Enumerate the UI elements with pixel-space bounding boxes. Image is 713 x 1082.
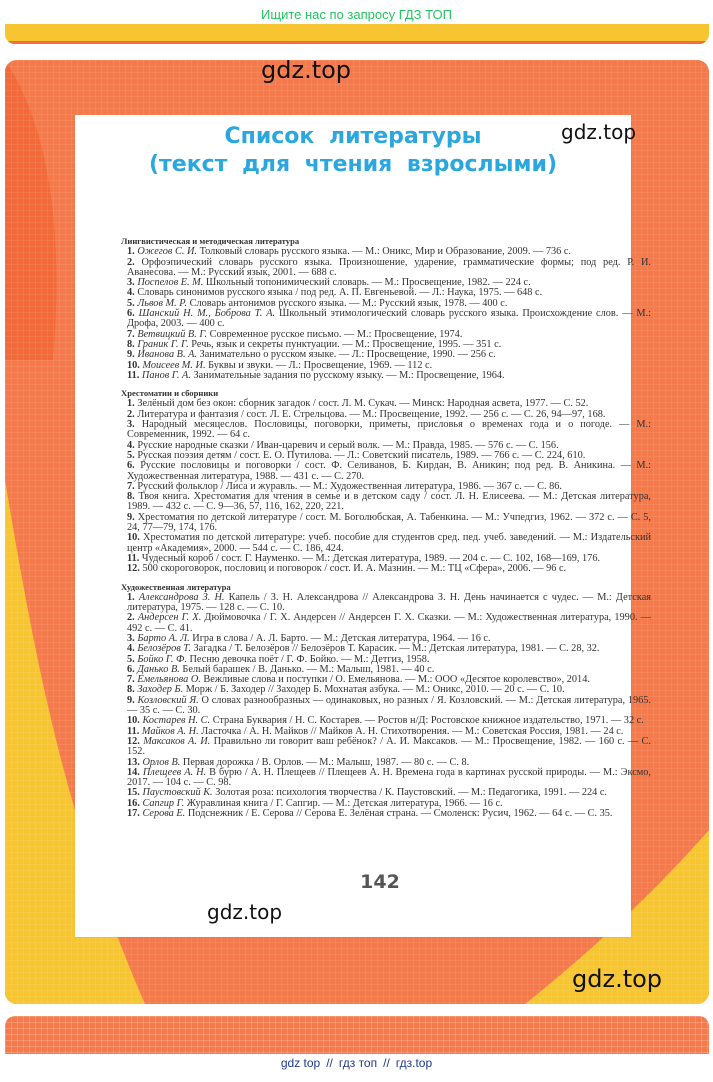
entry-text: Страна Буквария / Н. С. Костарев. — Ростов н/Д: Ростовское книжное издательство, 1971. — 32 с. bbox=[210, 715, 644, 727]
entry-text: Словарь антонимов русского языка. — М.: Русский язык, 1978. — 400 с. bbox=[187, 297, 508, 309]
bibliography-list bbox=[121, 236, 651, 819]
entry-number: 1. bbox=[127, 246, 135, 258]
title-line-1: Список литературы bbox=[224, 124, 482, 149]
entry-number: 2. bbox=[127, 408, 135, 420]
bibliography-entry bbox=[121, 593, 651, 614]
bibliography-entry bbox=[121, 513, 651, 534]
entry-author: Барто А. Л. bbox=[137, 632, 190, 644]
entry-text: Школьный этимологический словарь русского языка. Происхождение слов. — М.: Дрофа, 2003. — 400 с. bbox=[127, 308, 652, 330]
entry-number: 8. bbox=[127, 338, 135, 350]
bibliography-entry bbox=[121, 371, 651, 381]
entry-author: Львов М. Р. bbox=[137, 297, 188, 309]
entry-text: Русская поэзия детям / сост. Е. О. Путилова. — Л.: Советский писатель, 1989. — 766 с. — С. 224, 610. bbox=[137, 449, 586, 461]
entry-author: Емельянова О. bbox=[137, 674, 201, 686]
entry-text: Орфоэпический словарь русского языка. Произношение, ударение, грамматические формы; под ред. Р. И. Аванесова. — М.: Русский язык, 2001. — 688 с. bbox=[127, 256, 651, 278]
entry-text: Школьный топонимический словарь. — М.: Просвещение, 1982. — 224 с. bbox=[203, 277, 531, 289]
entry-number: 9. bbox=[127, 694, 135, 706]
entry-number: 6. bbox=[127, 308, 135, 320]
previous-page-strip bbox=[5, 24, 709, 44]
search-hint-text: Ищите нас по запросу ГДЗ ТОП bbox=[261, 7, 452, 22]
bibliography-entry bbox=[121, 309, 651, 330]
entry-number: 7. bbox=[127, 674, 135, 686]
entry-text: Золотая роза: психология творчества / К. Паустовский. — М.: Педагогика, 1991. — 224 с. bbox=[212, 787, 607, 799]
bibliography-entry bbox=[121, 533, 651, 554]
page-number: 142 bbox=[360, 871, 400, 893]
entry-text: Занимательные задания по русскому языку. — М.: Просвещение, 1964. bbox=[190, 369, 505, 381]
watermark: gdz.top bbox=[207, 900, 283, 924]
entry-text: Народный месяцеслов. Пословицы, поговорки, приметы, присловья о временах года и о погоде. — М.: Современник, 1992. — 64 с. bbox=[127, 419, 651, 441]
bibliography-entry bbox=[121, 258, 651, 279]
entry-number: 8. bbox=[127, 684, 135, 696]
entry-author: Александрова З. Н. bbox=[138, 591, 225, 603]
entry-author: Граник Г. Г. bbox=[137, 338, 189, 350]
entry-author: Максаков А. И. bbox=[143, 735, 211, 747]
entry-number: 10. bbox=[127, 359, 140, 371]
entry-author: Панов Г. А. bbox=[141, 369, 191, 381]
entry-author: Заходер Б. bbox=[137, 684, 184, 696]
entry-author: Паустовский К. bbox=[142, 787, 213, 799]
footer-links bbox=[0, 1056, 713, 1070]
entry-author: Ожегов С. И. bbox=[137, 246, 197, 258]
entry-number: 3. bbox=[127, 632, 135, 644]
entry-author: Козловский Я. bbox=[137, 694, 199, 706]
entry-number: 4. bbox=[127, 439, 135, 451]
entry-text: Ласточка / А. Н. Майков // Майков А. Н. Стихотворения. — М.: Советская Россия, 1981. — 24 с. bbox=[198, 725, 624, 737]
entry-number: 11. bbox=[127, 369, 140, 381]
entry-number: 2. bbox=[127, 256, 135, 268]
entry-author: Моисеев М. И. bbox=[142, 359, 206, 371]
entry-text: Чудесный короб / сост. Г. Науменко. — М.: Детская литература, 1989. — 204 с. — С. 102, 168—169, 176. bbox=[141, 552, 601, 564]
entry-number: 14. bbox=[127, 766, 140, 778]
entry-author: Плещеев А. Н. bbox=[142, 766, 207, 778]
next-page-strip bbox=[5, 1016, 709, 1054]
footer-link-gdz-top[interactable]: gdz top bbox=[280, 1056, 321, 1070]
entry-text: Толковый словарь русского языка. — М.: Оникс, Мир и Образование, 2009. — 736 с. bbox=[197, 246, 572, 258]
footer-link-gdz-dot-top[interactable]: гдз.top bbox=[395, 1056, 433, 1070]
entry-text: Капель / З. Н. Александрова // Александрова З. Н. День начинается с чудес. — М.: Детская литература, 1975. — 128 с. — С. 10. bbox=[127, 591, 651, 614]
entry-author: Андерсен Г. Х. bbox=[137, 612, 202, 624]
entry-number: 5. bbox=[127, 653, 135, 665]
bibliography-entry bbox=[121, 737, 651, 758]
entry-number: 17. bbox=[127, 808, 140, 820]
entry-number: 8. bbox=[127, 491, 135, 503]
entry-author: Белозёров Т. bbox=[137, 643, 191, 655]
bibliography-entry bbox=[121, 461, 651, 482]
entry-author: Костарев Н. С. bbox=[142, 715, 211, 727]
entry-text: Дюймовочка / Г. Х. Андерсен // Андерсен Г. Х. Сказки. — М.: Художественная литература, 1990. — 492 с. — С. 41. bbox=[127, 612, 651, 634]
bibliography-entry bbox=[121, 613, 651, 634]
entry-author: Поспелов Е. М. bbox=[137, 277, 204, 289]
footer-separator: // bbox=[326, 1056, 333, 1070]
entry-author: Бойко Г. Ф. bbox=[137, 653, 187, 665]
bibliography-sheet bbox=[75, 115, 652, 937]
entry-number: 9. bbox=[127, 349, 135, 361]
entry-number: 4. bbox=[127, 287, 135, 299]
entry-text: Русские пословицы и поговорки / сост. Ф. Селиванов, Б. Кирдан, В. Аникин; под ред. В. Аникина. — М.: Художественная литература, 1988. — 431 с. — С. 270. bbox=[127, 460, 651, 482]
entry-number: 11. bbox=[127, 725, 140, 737]
bibliography-entry bbox=[121, 420, 651, 441]
footer-link-gdz-top-ru[interactable]: гдз топ bbox=[338, 1056, 378, 1070]
bibliography-entry bbox=[121, 768, 651, 789]
entry-number: 15. bbox=[127, 787, 140, 799]
entry-number: 10. bbox=[127, 715, 140, 727]
entry-text: Буквы и звуки. — Л.: Просвещение, 1969. — 112 с. bbox=[205, 359, 433, 371]
entry-text: Зелёный дом без окон: сборник загадок / сост. Л. М. Сукач. — Минск: Народная асвета, 1977. — С. 52. bbox=[137, 398, 589, 410]
entry-text: Твоя книга. Хрестоматия для чтения в семье и в детском саду / сост. Л. Н. Елисеева. — М.: Детская литература, 1989. — 432 с. — С. 9—36, 57, 116, 162, 220, 221. bbox=[127, 491, 651, 513]
entry-number: 6. bbox=[127, 460, 135, 472]
entry-number: 1. bbox=[127, 591, 135, 603]
entry-number: 4. bbox=[127, 643, 135, 655]
entry-text: Первая дорожка / В. Орлов. — М.: Малыш, 1987. — 80 с. — С. 8. bbox=[180, 756, 470, 768]
entry-author: Сапгир Г. bbox=[142, 797, 185, 809]
entry-number: 6. bbox=[127, 663, 135, 675]
entry-author: Серова Е. bbox=[142, 808, 186, 820]
title-line-2: (текст для чтения взрослыми) bbox=[148, 152, 558, 177]
entry-text: Журавлиная книга / Г. Сапгир. — М.: Детская литература, 1966. — 16 с. bbox=[184, 797, 503, 809]
entry-author: Орлов В. bbox=[142, 756, 181, 768]
entry-text: Речь, язык и секреты пунктуации. — М.: Просвещение, 1995. — 351 с. bbox=[188, 338, 502, 350]
entry-text: Морж / Б. Заходер // Заходер Б. Мохнатая азбука. — М.: Оникс, 2010. — 20 с. — С. 10. bbox=[183, 684, 565, 696]
entry-text: Словарь синонимов русского языка / под ред. А. П. Евгеньевой. — Л.: Наука, 1975. — 648 с. bbox=[137, 287, 543, 299]
entry-author: Майков А. Н. bbox=[141, 725, 199, 737]
entry-author: Данько В. bbox=[137, 663, 180, 675]
entry-author: Шанский Н. М., Боброва Т. А. bbox=[138, 308, 276, 320]
entry-text: Литература и фантазия / сост. Л. Е. Стрельцова. — М.: Просвещение, 1992. — 256 с. — С. 26, 94—97, 168. bbox=[137, 408, 606, 420]
entry-number: 16. bbox=[127, 797, 140, 809]
entry-text: Хрестоматия по детской литературе / сост. М. Боголюбская, А. Табенкина. — М.: Учпедгиз, 1962. — 372 с. — С. 5, 24, 77—79, 174, 176. bbox=[127, 511, 652, 534]
entry-number: 3. bbox=[127, 419, 135, 431]
bibliography-entry bbox=[121, 696, 651, 717]
entry-author: Иванова В. А. bbox=[137, 349, 197, 361]
entry-text: О словах разнообразных — одинаковых, но разных / Я. Козловский. — М.: Детская литература, 1965. — 35 с. — С. 30. bbox=[127, 694, 652, 717]
entry-number: 3. bbox=[127, 277, 135, 289]
entry-text: Правильно ли говорит ваш ребёнок? / А. И. Максаков. — М.: Просвещение, 1982. — 160 с. — С. 152. bbox=[127, 735, 651, 758]
entry-author: Ветвицкий В. Г. bbox=[137, 328, 208, 340]
entry-text: Вежливые слова и поступки / О. Емельянова. — М.: ООО «Десятое королевство», 2014. bbox=[200, 674, 590, 686]
entry-number: 12. bbox=[127, 563, 140, 575]
entry-text: Белый барашек / В. Данько. — М.: Малыш, 1981. — 40 с. bbox=[179, 663, 435, 675]
watermark: gdz.top bbox=[561, 120, 637, 144]
section-heading: Лингвистическая и методическая литература bbox=[121, 236, 300, 246]
entry-text: 500 скороговорок, пословиц и поговорок / сост. И. А. Мазнин. — М.: ТЦ «Сфера», 2006. — 96 с. bbox=[142, 563, 567, 575]
entry-number: 5. bbox=[127, 297, 135, 309]
page-number-badge bbox=[346, 861, 414, 929]
entry-number: 2. bbox=[127, 612, 135, 624]
page-title bbox=[75, 123, 631, 179]
entry-number: 9. bbox=[127, 511, 135, 523]
bibliography-entry bbox=[121, 564, 651, 574]
entry-number: 13. bbox=[127, 756, 140, 768]
entry-text: Песню девочка поёт / Г. Ф. Бойко. — М.: Детгиз, 1958. bbox=[186, 653, 430, 665]
entry-text: Занимательно о русском языке. — Л.: Просвещение, 1990. — 256 с. bbox=[196, 349, 496, 361]
entry-text: Русские народные сказки / Иван-царевич и серый волк. — М.: Правда, 1985. — 576 с. — С. 156. bbox=[137, 439, 559, 451]
entry-number: 5. bbox=[127, 449, 135, 461]
entry-number: 10. bbox=[127, 532, 140, 544]
watermark: gdz.top bbox=[572, 965, 663, 993]
entry-text: Русский фольклор / Лиса и журавль. — М.: Художественная литература, 1986. — 367 с. — С. 86. bbox=[137, 480, 563, 492]
footer-separator: // bbox=[383, 1056, 390, 1070]
watermark: gdz.top bbox=[261, 60, 352, 84]
entry-text: В бурю / А. Н. Плещеев // Плещеев А. Н. Времена года в картинах русской природы. — М.: Эксмо, 2017. — 104 с. — С. 98. bbox=[127, 766, 651, 789]
entry-text: Загадка / Т. Белозёров // Белозёров Т. Карасик. — М.: Детская литература, 1981. — С. 28, 32. bbox=[190, 643, 600, 655]
entry-number: 7. bbox=[127, 480, 135, 492]
textbook-page bbox=[5, 60, 709, 1004]
entry-text: Игра в слова / А. Л. Барто. — М.: Детская литература, 1964. — 16 с. bbox=[189, 632, 491, 644]
entry-number: 7. bbox=[127, 328, 135, 340]
bibliography-entry bbox=[121, 809, 651, 819]
section-heading: Хрестоматии и сборники bbox=[121, 388, 219, 399]
bibliography-entry bbox=[121, 492, 651, 513]
entry-number: 11. bbox=[127, 552, 140, 564]
section-heading: Художественная литература bbox=[121, 581, 231, 592]
entry-text: Современное русское письмо. — М.: Просвещение, 1974. bbox=[207, 328, 463, 340]
entry-number: 1. bbox=[127, 398, 135, 410]
entry-number: 12. bbox=[127, 735, 140, 747]
entry-text: Подснежник / Е. Серова // Серова Е. Зелёная страна. — Смоленск: Русич, 1962. — 64 с. — С. 35. bbox=[185, 808, 613, 820]
entry-text: Хрестоматия по детской литературе: учеб. пособие для студентов сред. пед. учеб. заведений. — М.: Издательский центр «Академия», 2000. — 544 с. — С. 186, 424. bbox=[127, 532, 652, 554]
